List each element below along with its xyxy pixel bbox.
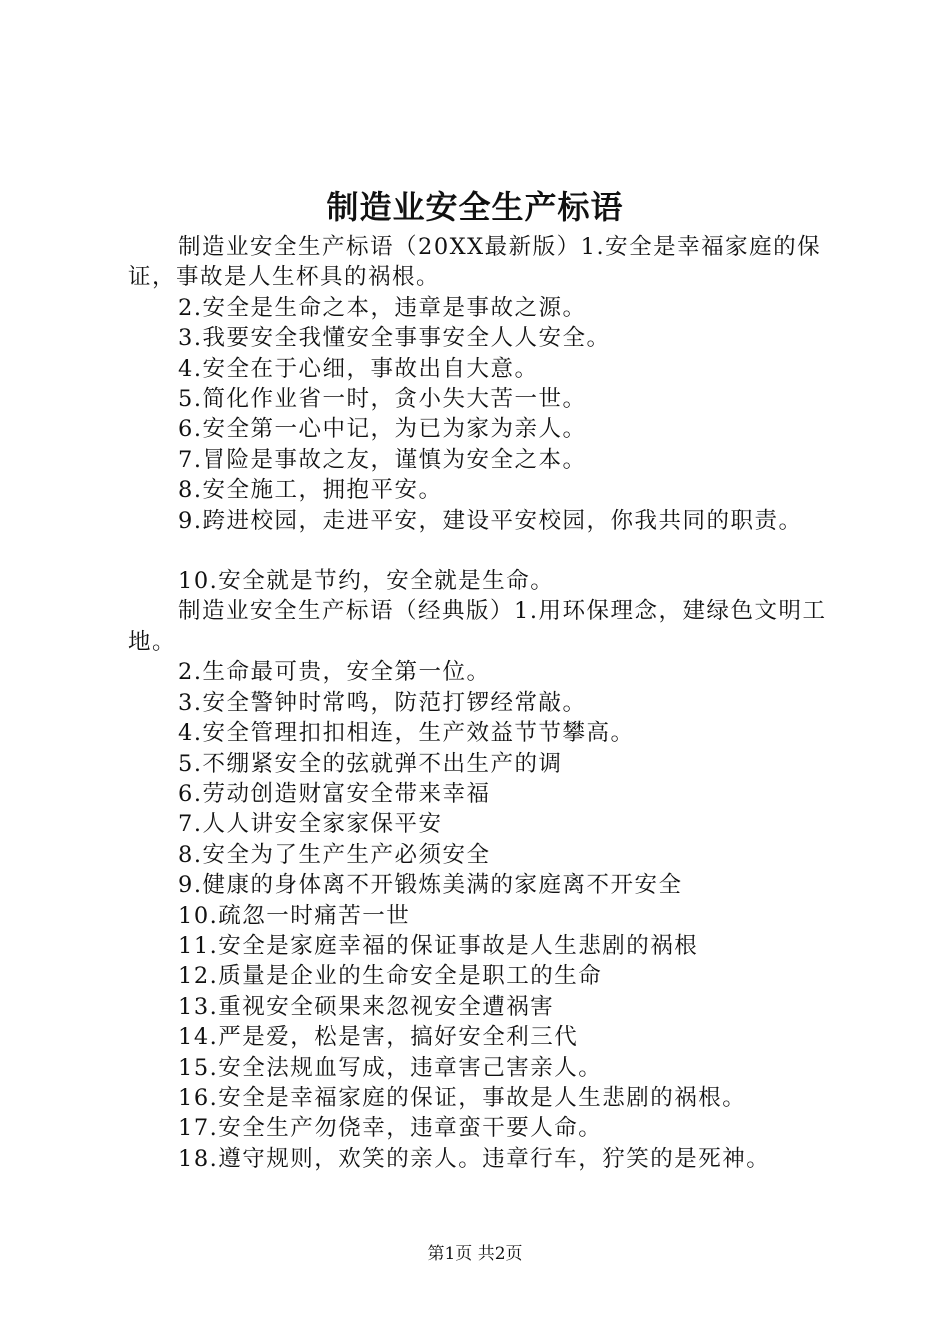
list-item: 3.安全警钟时常鸣，防范打锣经常敲。	[178, 689, 587, 716]
list-item: 9.健康的身体离不开锻炼美满的家庭离不开安全	[178, 872, 683, 899]
list-item: 10.疏忽一时痛苦一世	[178, 902, 411, 929]
list-item: 18.遵守规则，欢笑的亲人。违章行车，狞笑的是死神。	[178, 1145, 771, 1172]
list-item: 13.重视安全硕果来忽视安全遭祸害	[178, 993, 555, 1020]
list-item: 2.生命最可贵，安全第一位。	[178, 659, 491, 686]
list-item: 7.人人讲安全家家保平安	[178, 811, 443, 838]
page-title: 制造业安全生产标语	[326, 188, 624, 226]
list-item: 8.安全为了生产生产必须安全	[178, 841, 491, 868]
list-item: 11.安全是家庭幸福的保证事故是人生悲剧的祸根	[178, 932, 699, 959]
list-item: 5.不绷紧安全的弦就弹不出生产的调	[178, 750, 563, 777]
list-item: 2.安全是生命之本，违章是事故之源。	[178, 294, 587, 321]
list-item: 7.冒险是事故之友，谨慎为安全之本。	[178, 446, 587, 473]
list-item: 9.跨进校园，走进平安，建设平安校园，你我共同的职责。	[178, 507, 803, 534]
list-item: 5.简化作业省一时，贪小失大苦一世。	[178, 386, 587, 413]
list-item: 12.质量是企业的生命安全是职工的生命	[178, 963, 603, 990]
list-item: 4.安全管理扣扣相连，生产效益节节攀高。	[178, 720, 635, 747]
list-item: 14.严是爱，松是害，搞好安全利三代	[178, 1024, 579, 1051]
paragraph-gap	[128, 536, 840, 566]
document-body	[128, 232, 840, 1174]
list-item: 6.劳动创造财富安全带来幸福	[178, 780, 491, 807]
list-item: 17.安全生产勿侥幸，违章蛮干要人命。	[178, 1115, 603, 1142]
list-item: 16.安全是幸福家庭的保证，事故是人生悲剧的祸根。	[178, 1084, 747, 1111]
list-item: 3.我要安全我懂安全事事安全人人安全。	[178, 325, 611, 352]
list-item: 6.安全第一心中记，为已为家为亲人。	[178, 416, 587, 443]
page-footer: 第1页 共2页	[427, 1244, 523, 1264]
list-item: 8.安全施工，拥抱平安。	[178, 477, 443, 504]
list-item: 15.安全法规血写成，违章害己害亲人。	[178, 1054, 603, 1081]
list-item: 10.安全就是节约，安全就是生命。	[178, 568, 555, 595]
section1-intro: 制造业安全生产标语（20XX最新版）1.安全是幸福家庭的保证，事故是人生杯具的祸根。	[128, 234, 822, 291]
list-item: 4.安全在于心细，事故出自大意。	[178, 355, 539, 382]
section2-intro: 制造业安全生产标语（经典版）1.用环保理念，建绿色文明工地。	[128, 598, 827, 655]
